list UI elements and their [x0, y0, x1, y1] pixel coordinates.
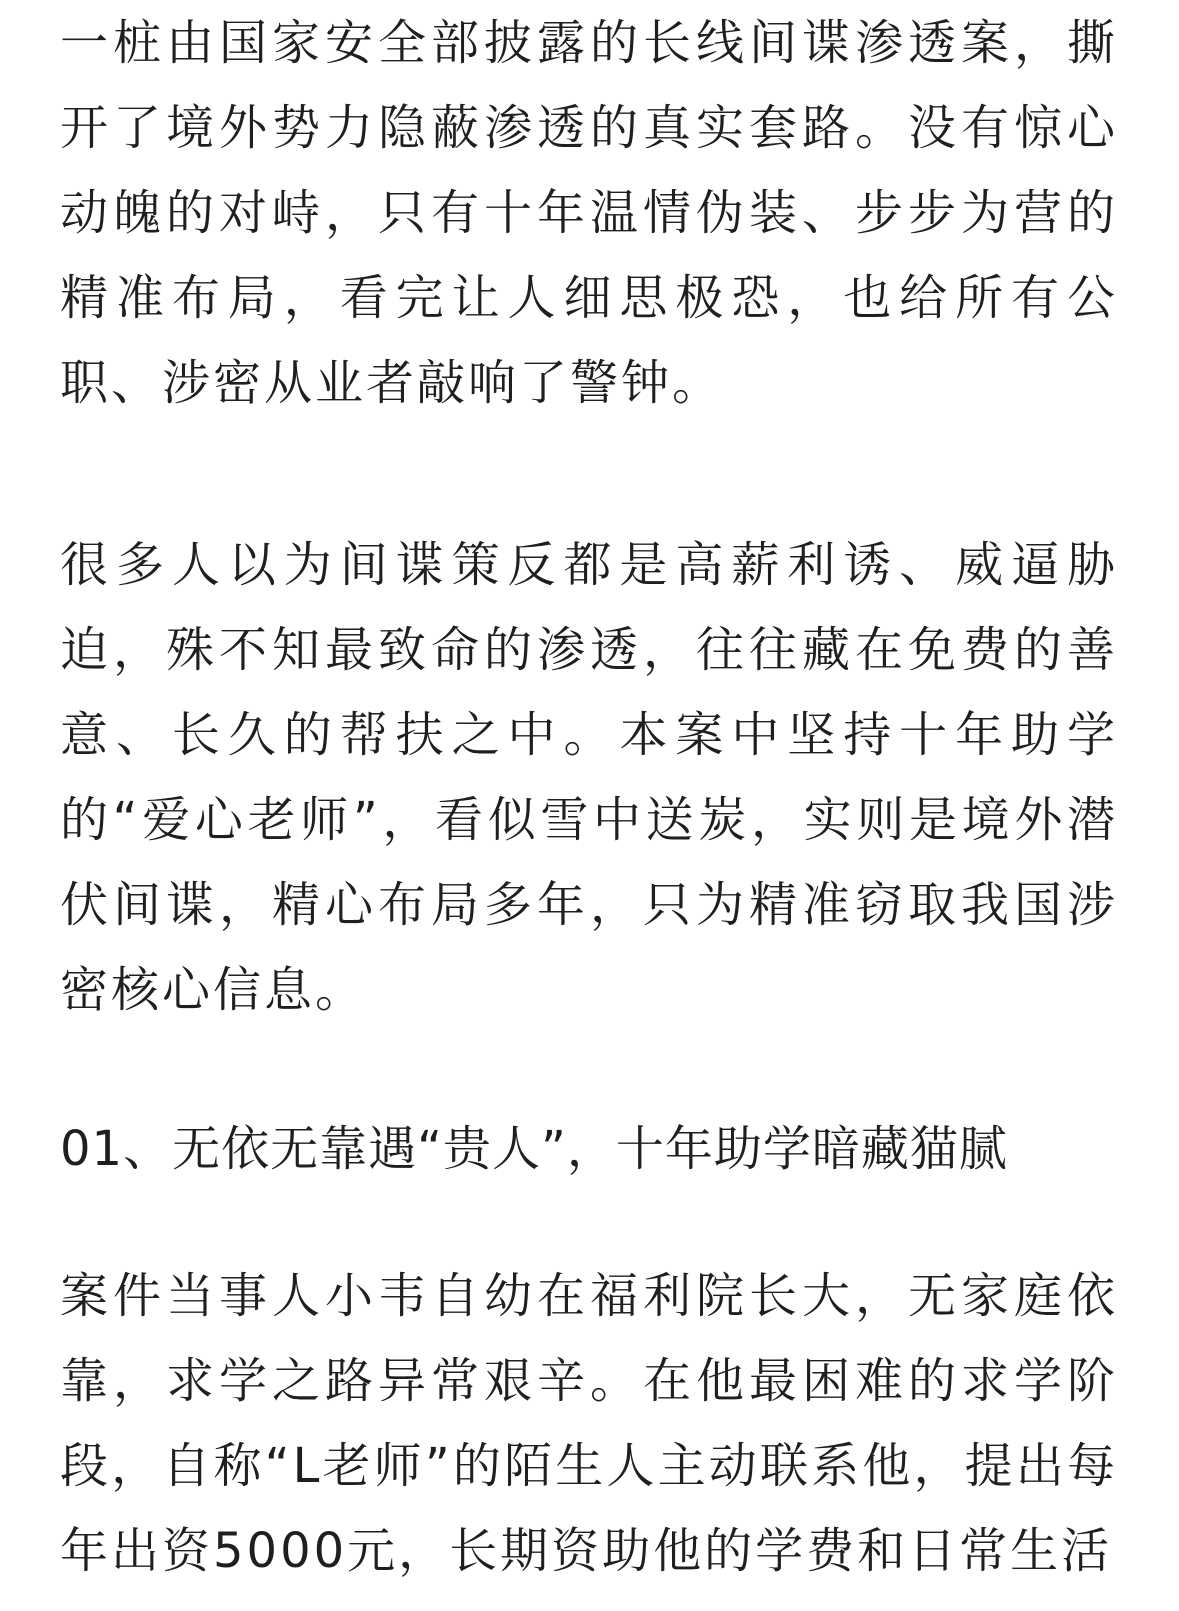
section-heading: 01、无依无靠遇“贵人”，十年助学暗藏猫腻: [60, 1121, 1008, 1177]
article-paragraph-case: 案件当事人小韦自幼在福利院长大，无家庭依靠，求学之路异常艰辛。在他最困难的求学阶段，自称“L老师”的陌生人主动联系他，提出每年出资5000元，长期资助他的学费和日常生活: [60, 1268, 1118, 1579]
article-paragraph-analysis: 很多人以为间谍策反都是高薪利诱、威逼胁迫，殊不知最致命的渗透，往往藏在免费的善意、长久的帮扶之中。本案中坚持十年助学的“爱心老师”，看似雪中送炭，实则是境外潜伏间谍，精心布局多年，只为精准窃取我国涉密核心信息。: [60, 537, 1118, 1018]
article-paragraph-intro: 一桩由国家安全部披露的长线间谍渗透案，撕开了境外势力隐蔽渗透的真实套路。没有惊心动魄的对峙，只有十年温情伪装、步步为营的精准布局，看完让人细思极恐，也给所有公职、涉密从业者敲响了警钟。: [60, 15, 1118, 411]
